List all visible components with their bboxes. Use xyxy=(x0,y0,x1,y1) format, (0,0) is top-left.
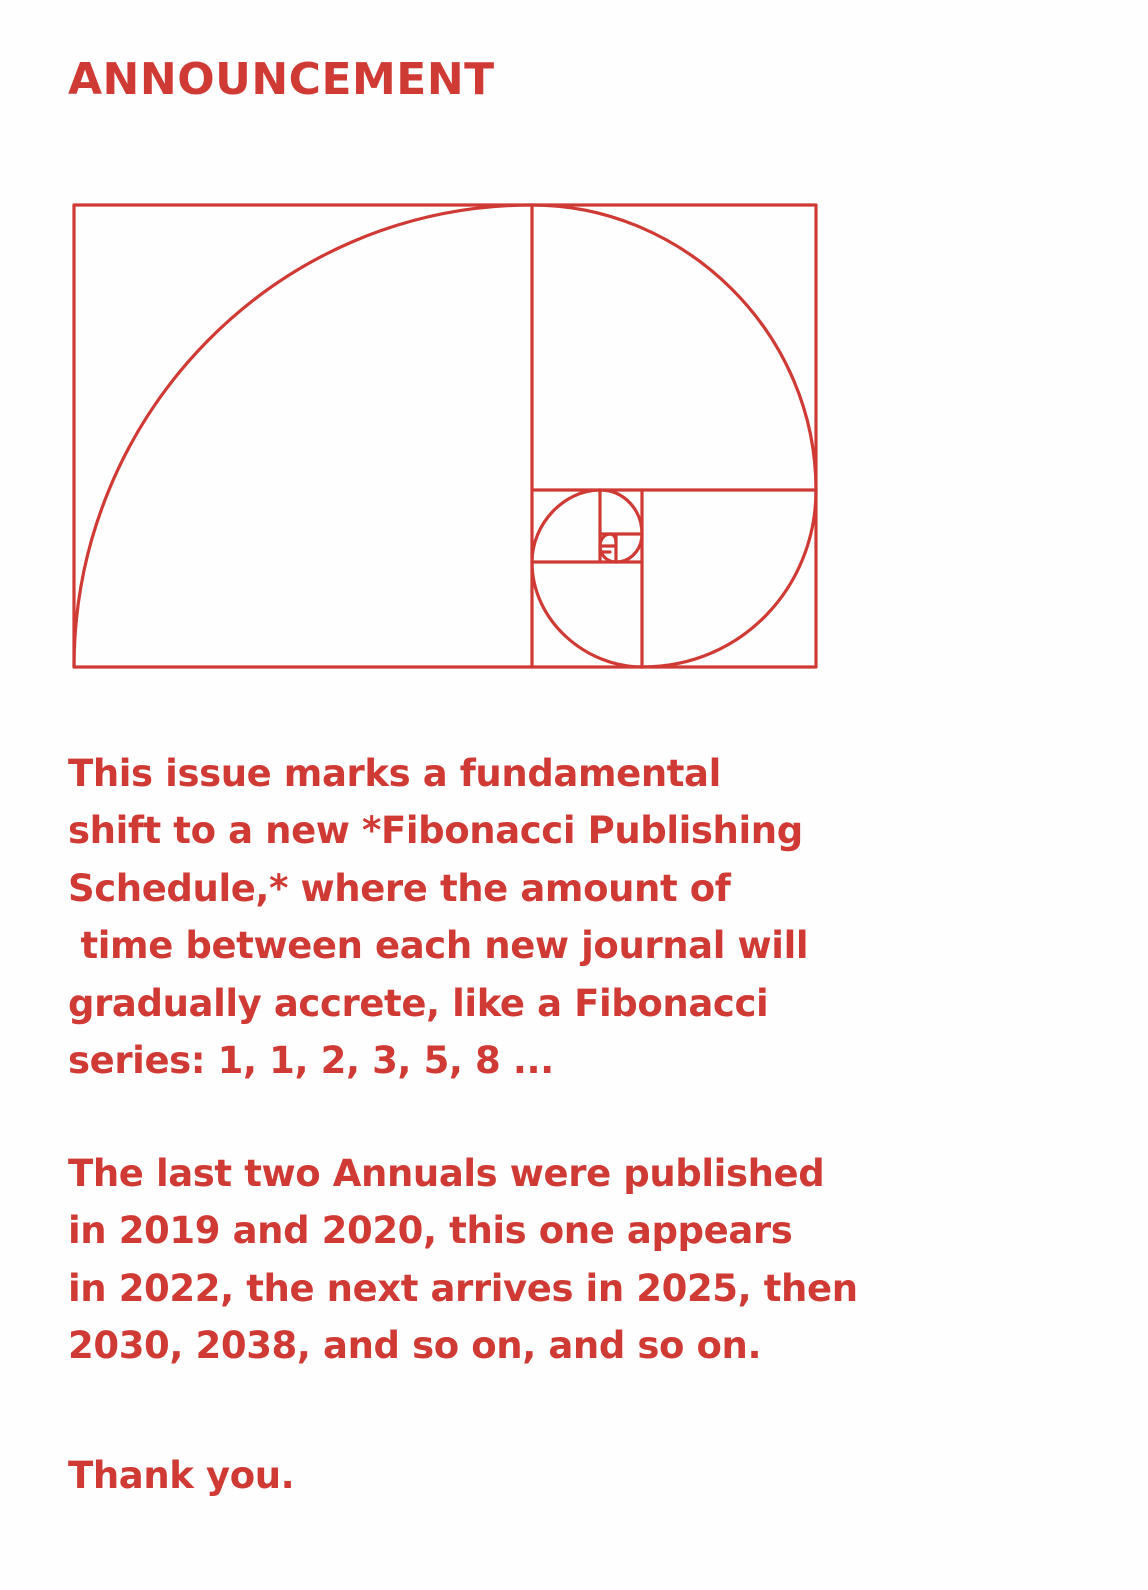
golden-spiral-icon xyxy=(70,200,822,672)
text-line: series: 1, 1, 2, 3, 5, 8 ... xyxy=(68,1039,554,1083)
text-line: 2030, 2038, and so on, and so on. xyxy=(68,1324,762,1368)
paragraph-thank-you xyxy=(68,1447,294,1504)
text-line: in 2022, the next arrives in 2025, then xyxy=(68,1266,858,1310)
page-title: ANNOUNCEMENT xyxy=(68,54,495,105)
paragraph-fibonacci-schedule xyxy=(68,745,808,1089)
text-line: gradually accrete, like a Fibonacci xyxy=(68,981,769,1025)
text-line: The last two Annuals were published xyxy=(68,1152,825,1195)
text-line: time between each new journal will xyxy=(68,924,809,968)
text-line: in 2019 and 2020, this one appears xyxy=(68,1209,793,1253)
paragraph-publication-years xyxy=(68,1145,858,1375)
text-line: shift to a new *Fibonacci Publishing xyxy=(68,809,803,853)
text-line: Schedule,* where the amount of xyxy=(68,866,731,910)
text-line: Thank you. xyxy=(68,1454,295,1497)
spiral-curve xyxy=(74,205,816,667)
outer-rectangle xyxy=(74,205,816,667)
text-line: This issue marks a fundamental xyxy=(68,752,721,795)
